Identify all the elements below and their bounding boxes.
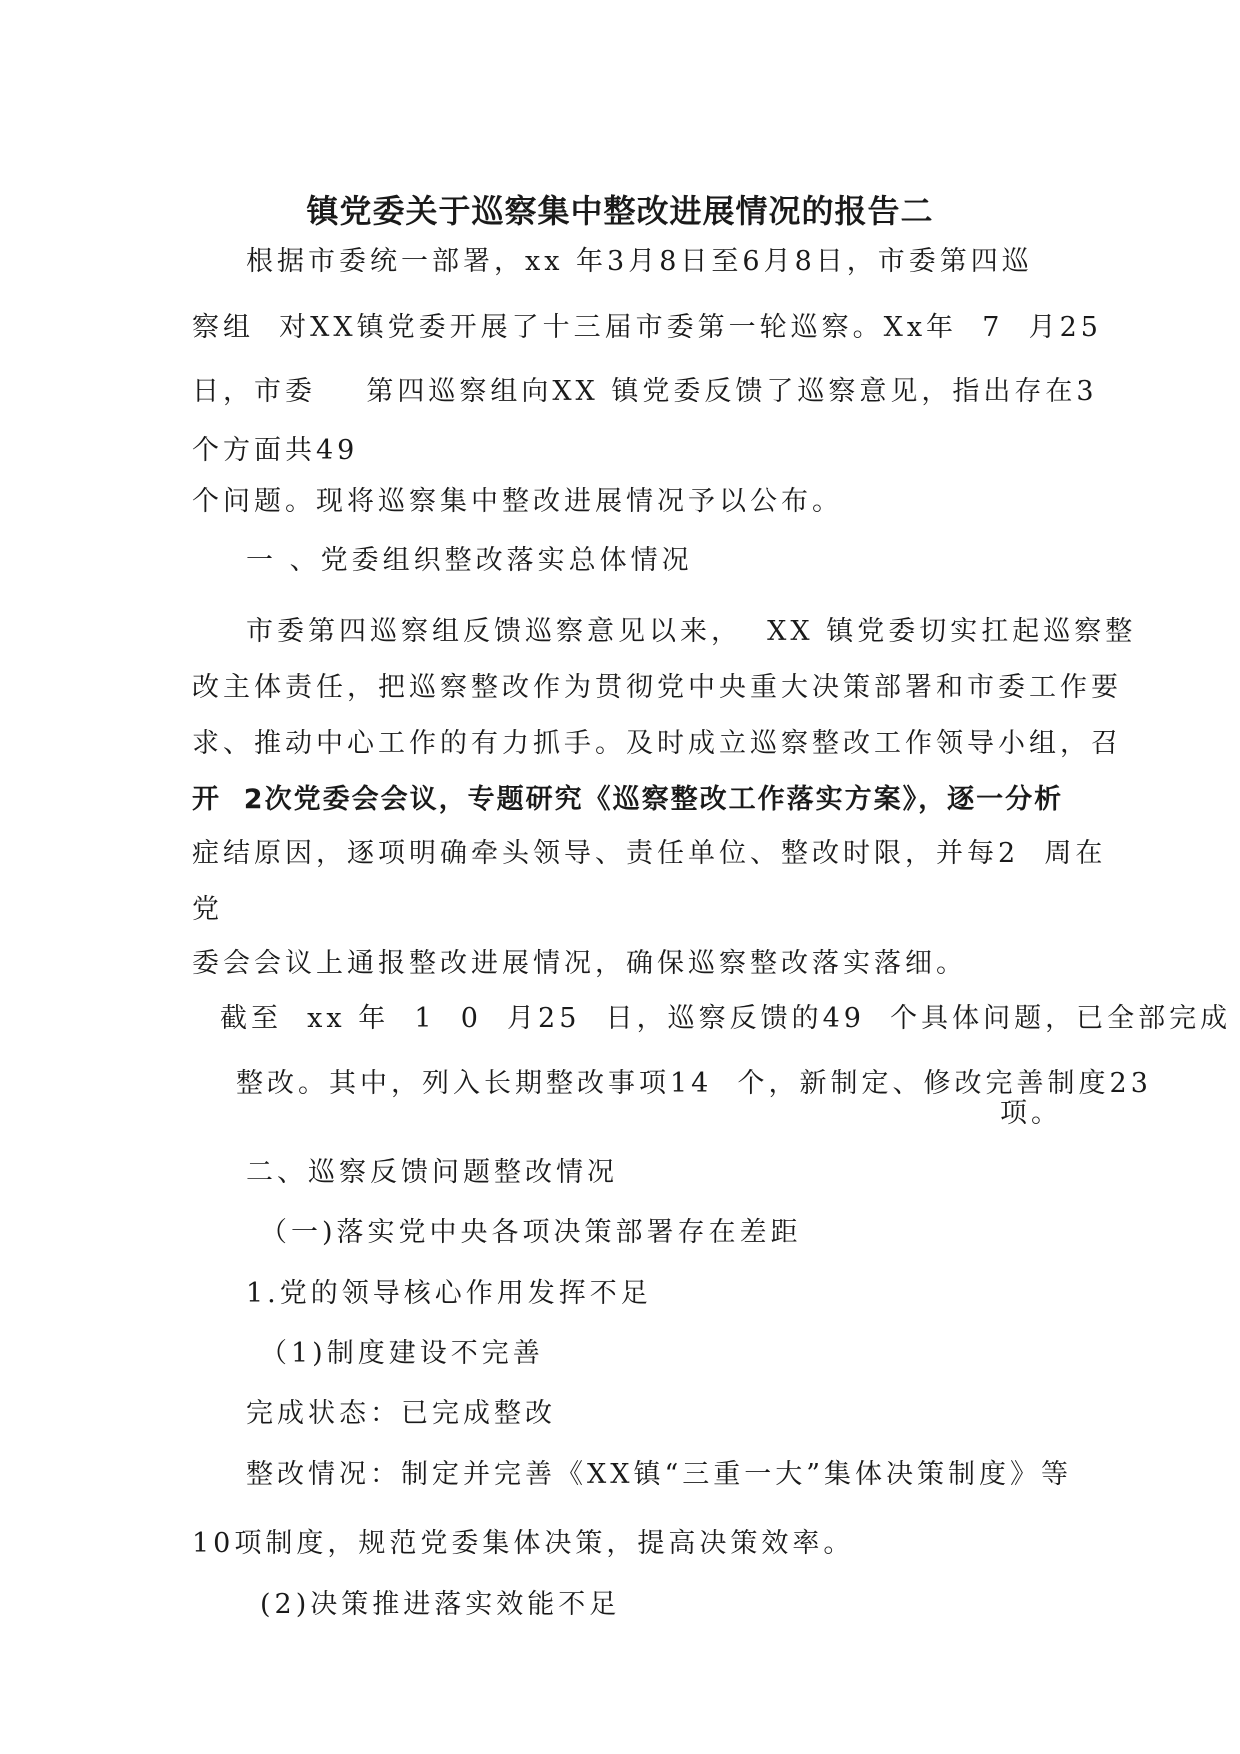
- paragraph-line: 委会会议上通报整改进展情况，确保巡察整改落实落细。: [192, 948, 967, 979]
- item-subheading: （1)制度建设不完善: [260, 1338, 544, 1369]
- paragraph-line: 求、推动中心工作的有力抓手。及时成立巡察整改工作领导小组，召: [192, 728, 1122, 759]
- paragraph-line-bold: 开 2次党委会会议，专题研究《巡察整改工作落实方案》，逐一分析: [192, 784, 1064, 815]
- paragraph-line: 整改。其中，列入长期整改事项14 个，新制定、修改完善制度23: [236, 1068, 1152, 1099]
- paragraph-line: 项。: [1000, 1098, 1062, 1129]
- paragraph-line: 党: [192, 894, 223, 925]
- paragraph-line: 市委第四巡察组反馈巡察意见以来， XX 镇党委切实扛起巡察整: [246, 616, 1137, 647]
- section-heading: 二、巡察反馈问题整改情况: [246, 1157, 618, 1188]
- status-line: 完成状态：已完成整改: [246, 1398, 556, 1429]
- paragraph-line: 截至 xx 年 1 0 月25 日，巡察反馈的49 个具体问题，已全部完成: [220, 1003, 1232, 1034]
- paragraph-line: 改主体责任，把巡察整改作为贯彻党中央重大决策部署和市委工作要: [192, 672, 1122, 703]
- paragraph-line: 根据市委统一部署，xx 年3月8日至6月8日，市委第四巡: [246, 246, 1033, 277]
- paragraph-line: 个问题。现将巡察集中整改进展情况予以公布。: [192, 486, 843, 517]
- section-heading: 一 、党委组织整改落实总体情况: [246, 545, 693, 576]
- paragraph-line: 10项制度，规范党委集体决策，提高决策效率。: [192, 1528, 855, 1559]
- document-title: 镇党委关于巡察集中整改进展情况的报告二: [306, 192, 934, 230]
- paragraph-line: 日，市委 第四巡察组向XX 镇党委反馈了巡察意见，指出存在3: [192, 376, 1098, 407]
- paragraph-line: 个方面共49: [192, 435, 359, 466]
- paragraph-line: 症结原因，逐项明确牵头领导、责任单位、整改时限，并每2 周在: [192, 838, 1107, 869]
- item-heading: 1.党的领导核心作用发挥不足: [246, 1278, 652, 1309]
- item-subheading: (2)决策推进落实效能不足: [260, 1589, 621, 1620]
- paragraph-line: 察组 对XX镇党委开展了十三届市委第一轮巡察。Xx年 7 月25: [192, 312, 1102, 343]
- paragraph-line: 整改情况：制定并完善《XX镇“三重一大”集体决策制度》等: [246, 1459, 1073, 1490]
- subsection-heading: （一)落实党中央各项决策部署存在差距: [260, 1217, 802, 1248]
